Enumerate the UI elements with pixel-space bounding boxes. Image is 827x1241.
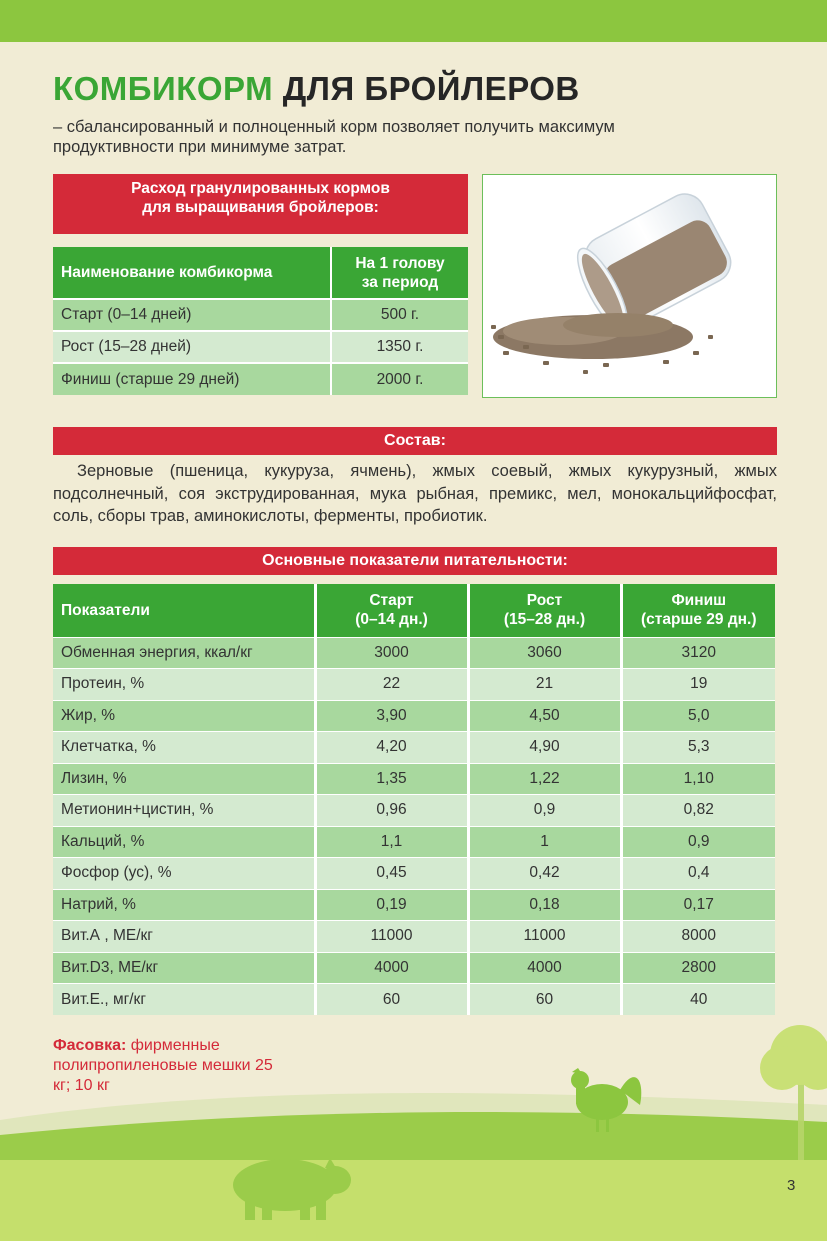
feed-name: Старт (0–14 дней) — [53, 299, 331, 331]
indicator-name: Фосфор (ус), % — [53, 858, 315, 890]
consumption-heading-line2: для выращивания бройлеров: — [142, 199, 379, 216]
feed-pellets-photo — [482, 174, 777, 398]
feed-amount: 500 г. — [331, 299, 468, 331]
value-grow: 1 — [468, 826, 621, 858]
col-indicator: Показатели — [53, 584, 315, 637]
col-per-head-line1: На 1 голову — [355, 254, 445, 272]
table-row — [53, 921, 775, 953]
value-grow: 60 — [468, 984, 621, 1016]
composition-heading: Состав: — [53, 427, 777, 455]
nutrition-table — [53, 584, 775, 1015]
indicator-name: Вит.А , МЕ/кг — [53, 921, 315, 953]
value-finish: 5,0 — [621, 700, 775, 732]
value-start: 22 — [315, 669, 468, 701]
consumption-block — [53, 174, 468, 395]
indicator-name: Протеин, % — [53, 669, 315, 701]
consumption-heading-line1: Расход гранулированных кормов — [131, 180, 390, 197]
value-grow: 4,50 — [468, 700, 621, 732]
pellet-jar-illustration — [483, 175, 775, 396]
table-row — [53, 637, 775, 669]
value-start: 0,96 — [315, 795, 468, 827]
value-start: 1,1 — [315, 826, 468, 858]
col-feed-name: Наименование комбикорма — [53, 247, 331, 299]
value-start: 0,19 — [315, 889, 468, 921]
table-row — [53, 669, 775, 701]
value-finish: 0,82 — [621, 795, 775, 827]
indicator-name: Клетчатка, % — [53, 732, 315, 764]
feed-amount: 2000 г. — [331, 363, 468, 395]
value-start: 3000 — [315, 637, 468, 669]
page-number: 3 — [787, 1177, 796, 1194]
packaging-text: фирменные полипропиленовые мешки 25 кг; 10 кг — [53, 1037, 273, 1094]
indicator-name: Вит.D3, МЕ/кг — [53, 952, 315, 984]
table-row — [53, 795, 775, 827]
table-row — [53, 700, 775, 732]
indicator-name: Лизин, % — [53, 763, 315, 795]
value-grow: 0,9 — [468, 795, 621, 827]
feed-name: Финиш (старше 29 дней) — [53, 363, 331, 395]
col-start-line2: (0–14 дн.) — [355, 611, 428, 629]
col-per-head — [331, 247, 468, 299]
value-grow: 4000 — [468, 952, 621, 984]
page-title — [53, 70, 580, 108]
table-row — [53, 763, 775, 795]
value-start: 4,20 — [315, 732, 468, 764]
col-start-line1: Старт — [369, 592, 414, 610]
indicator-name: Жир, % — [53, 700, 315, 732]
value-start: 4000 — [315, 952, 468, 984]
top-bar — [0, 0, 827, 42]
value-grow: 1,22 — [468, 763, 621, 795]
value-finish: 5,3 — [621, 732, 775, 764]
col-grow-line2: (15–28 дн.) — [503, 611, 586, 629]
indicator-name: Кальций, % — [53, 826, 315, 858]
feed-name: Рост (15–28 дней) — [53, 331, 331, 363]
title-rest: ДЛЯ БРОЙЛЕРОВ — [273, 70, 580, 107]
composition-text: Зерновые (пшеница, кукуруза, ячмень), жмых соевый, жмых кукурузный, жмых подсолнечный, соя экструдированная, мука рыбная, премикс, мел, монокальцийфосфат, соль, сборы трав, аминокислоты, ферменты, пробиотик. — [53, 462, 777, 525]
value-grow: 21 — [468, 669, 621, 701]
value-start: 11000 — [315, 921, 468, 953]
col-per-head-line2: за период — [361, 273, 439, 291]
col-grow — [468, 584, 621, 637]
value-grow: 3060 — [468, 637, 621, 669]
table-row — [53, 889, 775, 921]
table-row — [53, 363, 468, 395]
value-start: 3,90 — [315, 700, 468, 732]
value-finish: 40 — [621, 984, 775, 1016]
indicator-name: Натрий, % — [53, 889, 315, 921]
value-finish: 0,17 — [621, 889, 775, 921]
value-finish: 2800 — [621, 952, 775, 984]
consumption-header-row — [53, 247, 468, 299]
col-finish — [621, 584, 775, 637]
value-finish: 8000 — [621, 921, 775, 953]
packaging-label: Фасовка: — [53, 1037, 127, 1054]
table-row — [53, 299, 468, 331]
value-finish: 19 — [621, 669, 775, 701]
indicator-name: Вит.Е., мг/кг — [53, 984, 315, 1016]
col-finish-line1: Финиш — [671, 592, 727, 610]
value-start: 0,45 — [315, 858, 468, 890]
feed-amount: 1350 г. — [331, 331, 468, 363]
nutrition-header-row — [53, 584, 775, 637]
value-start: 60 — [315, 984, 468, 1016]
nutrition-heading: Основные показатели питательности: — [53, 547, 777, 575]
indicator-name: Обменная энергия, ккал/кг — [53, 637, 315, 669]
table-row — [53, 331, 468, 363]
indicator-name: Метионин+цистин, % — [53, 795, 315, 827]
table-row — [53, 858, 775, 890]
subtitle: – сбалансированный и полноценный корм позволяет получить максимум продуктивности при минимуме затрат. — [53, 118, 615, 156]
value-finish: 1,10 — [621, 763, 775, 795]
farm-landscape-illustration — [0, 1010, 827, 1241]
table-row — [53, 826, 775, 858]
value-finish: 0,4 — [621, 858, 775, 890]
value-finish: 3120 — [621, 637, 775, 669]
col-grow-line1: Рост — [526, 592, 563, 610]
title-accent: КОМБИКОРМ — [53, 70, 274, 107]
value-grow: 0,18 — [468, 889, 621, 921]
col-start — [315, 584, 468, 637]
nutrition-block — [53, 584, 775, 1015]
value-finish: 0,9 — [621, 826, 775, 858]
col-finish-line2: (старше 29 дн.) — [640, 611, 757, 629]
consumption-heading — [53, 174, 468, 234]
table-row — [53, 732, 775, 764]
value-grow: 0,42 — [468, 858, 621, 890]
consumption-table — [53, 247, 468, 395]
value-grow: 4,90 — [468, 732, 621, 764]
table-row — [53, 952, 775, 984]
value-grow: 11000 — [468, 921, 621, 953]
value-start: 1,35 — [315, 763, 468, 795]
